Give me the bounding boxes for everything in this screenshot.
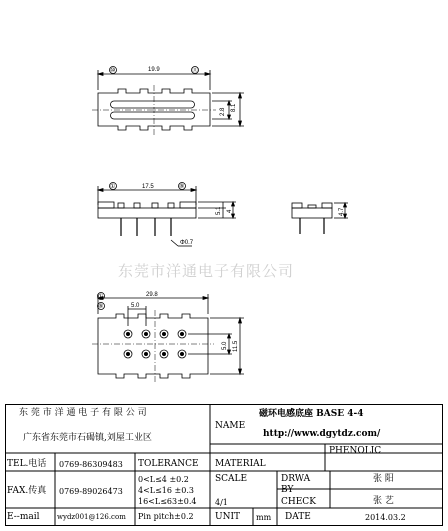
side-dim-a: 5.1 bbox=[216, 206, 222, 215]
bottom-view bbox=[92, 293, 244, 385]
by-label: BY bbox=[281, 485, 294, 495]
top-marker-left: ⑩ bbox=[110, 68, 116, 74]
tolerance-1: 0<L≤4 ±0.2 bbox=[138, 475, 189, 484]
tolerance-2: 4<L≤16 ±0.3 bbox=[138, 486, 194, 495]
bottom-len-dim: 29.8 bbox=[146, 292, 158, 298]
watermark: 东莞市洋通电子有限公司 bbox=[118, 262, 295, 280]
top-dim-b: 2.8 bbox=[220, 107, 226, 116]
tolerance-3: 16<L≤63±0.4 bbox=[138, 497, 197, 506]
tolerance-label: TOLERANCE bbox=[138, 459, 199, 469]
top-view bbox=[92, 67, 244, 136]
end-view bbox=[292, 203, 348, 234]
drawer-name: 张 阳 bbox=[373, 474, 394, 484]
material-label: MATERIAL bbox=[215, 459, 266, 469]
title-block bbox=[5, 404, 443, 526]
scale-label: SCALE bbox=[215, 474, 248, 484]
email-value: wydz001@126.com bbox=[57, 513, 126, 521]
top-dim-a: 8.1 bbox=[231, 103, 237, 112]
top-marker-right: ⑪ bbox=[192, 68, 199, 74]
side-marker-left: ① bbox=[110, 184, 116, 190]
bottom-dim-b: 11.5 bbox=[233, 340, 239, 352]
side-len-dim: 17.5 bbox=[142, 184, 154, 190]
scale-value: 4/1 bbox=[215, 498, 228, 507]
name-value: 磁环电感底座 BASE 4-4 bbox=[259, 409, 364, 419]
check-label: CHECK bbox=[281, 497, 316, 507]
top-len-dim: 19.9 bbox=[148, 67, 160, 73]
tel-value: 0769-86309483 bbox=[59, 460, 123, 469]
drwa-label: DRWA bbox=[281, 474, 311, 484]
tel-label: TEL.电话 bbox=[7, 459, 47, 469]
side-dim-b: 4 bbox=[227, 209, 233, 213]
date-value: 2014.03.2 bbox=[365, 513, 406, 522]
bottom-dim-a: 5.0 bbox=[222, 341, 228, 350]
unit-label: UNIT bbox=[215, 512, 241, 522]
website-url: http://www.dgytdz.com/ bbox=[263, 429, 381, 439]
name-label: NAME bbox=[215, 421, 246, 431]
email-label: E--mail bbox=[7, 512, 40, 522]
side-marker-right: ⑧ bbox=[179, 184, 185, 190]
bottom-marker-left: ① bbox=[98, 294, 104, 300]
fax-value: 0769-89026473 bbox=[59, 487, 123, 496]
end-dim: 4.7 bbox=[339, 207, 345, 216]
date-label: DATE bbox=[285, 512, 311, 522]
side-pin-dim: Φ0.7 bbox=[180, 240, 194, 246]
unit-value: mm bbox=[256, 513, 272, 522]
fax-label: FAX.传真 bbox=[7, 486, 47, 496]
company-name: 东 莞 市 洋 通 电 子 有 限 公 司 bbox=[19, 408, 147, 418]
bottom-pitch-dim: 5.0 bbox=[131, 303, 140, 309]
checker-name: 张 艺 bbox=[373, 496, 394, 506]
material-value: PHENOLIC bbox=[329, 446, 382, 456]
bottom-marker-right: ⑧ bbox=[98, 304, 104, 310]
tolerance-4: Pin pitch±0.2 bbox=[138, 512, 194, 521]
company-address: 广东省东莞市石碣镇,刘屋工业区 bbox=[23, 433, 152, 443]
